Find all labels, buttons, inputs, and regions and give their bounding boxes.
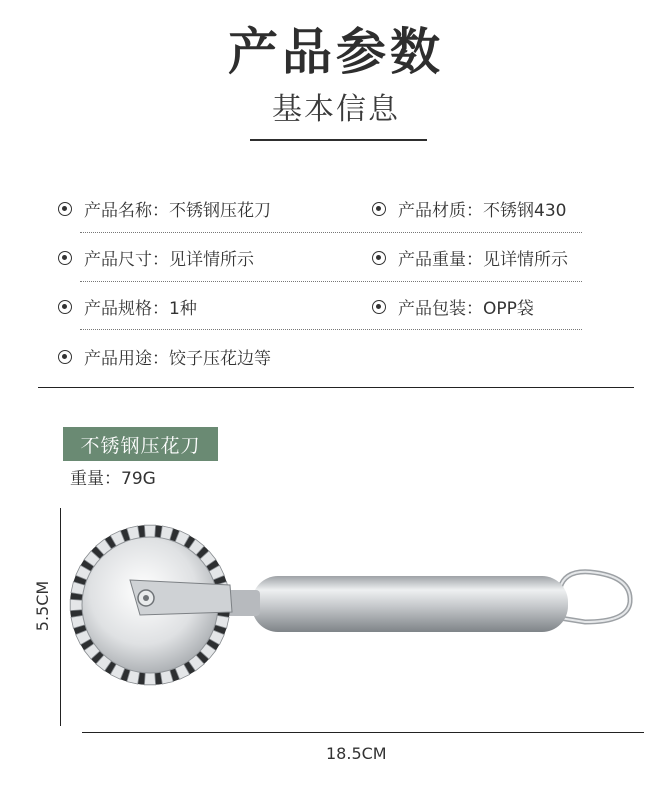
spec-item-variants <box>58 294 197 319</box>
page-title: 产品参数 <box>228 23 444 81</box>
spec-item-material <box>372 196 566 221</box>
spec-item-weight <box>372 245 568 270</box>
radio-bullet-icon <box>58 300 72 314</box>
radio-bullet-icon <box>58 202 72 216</box>
product-name-badge: 不锈钢压花刀 <box>63 427 218 461</box>
radio-bullet-icon <box>372 251 386 265</box>
subtitle-underline <box>250 139 427 141</box>
pastry-wheel-cutter-image <box>60 510 650 710</box>
spec-text: 产品规格：1种 <box>84 299 197 319</box>
page-subtitle: 基本信息 <box>272 92 400 127</box>
radio-bullet-icon <box>58 350 72 364</box>
width-dimension-line <box>82 732 644 733</box>
spec-item-size <box>58 245 254 270</box>
width-dimension-label: 18.5CM <box>326 744 387 763</box>
radio-bullet-icon <box>58 251 72 265</box>
spec-item-usage <box>58 344 271 369</box>
dotted-divider <box>80 232 582 233</box>
radio-bullet-icon <box>372 202 386 216</box>
spec-text: 产品用途：饺子压花边等 <box>84 349 271 369</box>
product-weight: 重量：79G <box>70 469 156 489</box>
radio-bullet-icon <box>372 300 386 314</box>
spec-item-packaging <box>372 294 534 319</box>
dotted-divider <box>80 281 582 282</box>
spec-item-name <box>58 196 271 221</box>
dotted-divider <box>80 329 582 330</box>
section-divider <box>38 387 634 388</box>
spec-text: 产品名称：不锈钢压花刀 <box>84 201 271 221</box>
spec-text: 产品材质：不锈钢430 <box>398 201 567 221</box>
spec-text: 产品包装：OPP袋 <box>398 299 534 319</box>
spec-text: 产品重量：见详情所示 <box>398 250 568 270</box>
height-dimension-label: 5.5CM <box>33 580 52 632</box>
spec-text: 产品尺寸：见详情所示 <box>84 250 254 270</box>
